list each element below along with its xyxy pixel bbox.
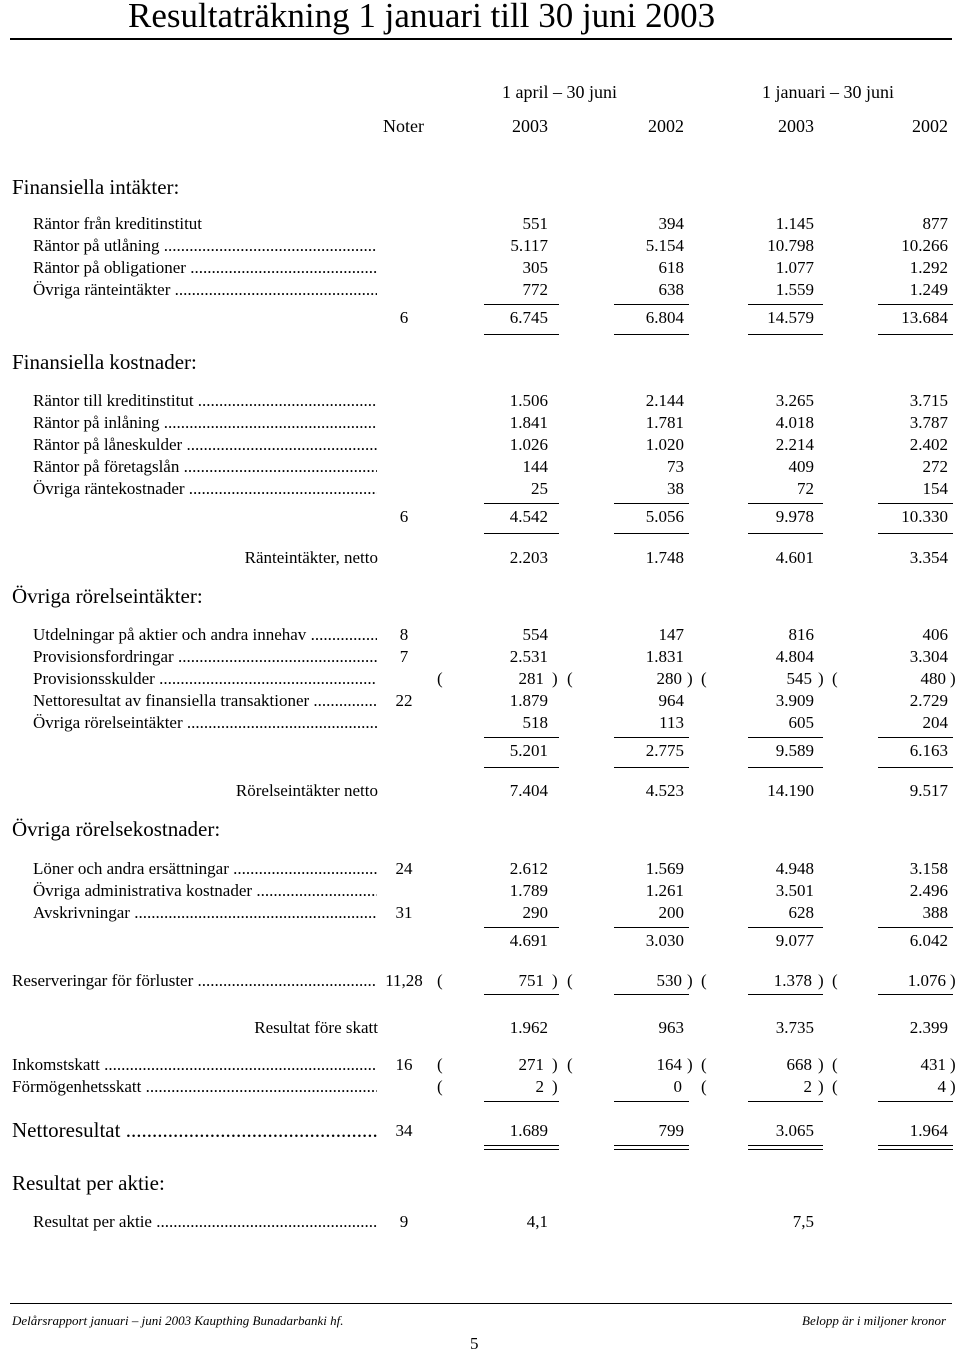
paren-open: ( — [701, 1055, 707, 1074]
paren-open: ( — [701, 669, 707, 688]
value-h1-2002: 2.402 — [909, 435, 948, 454]
value-q2-2002: 618 — [658, 258, 684, 277]
section-resultat-per-aktie: Resultat per aktie: — [12, 1171, 165, 1195]
double-rule — [878, 1149, 953, 1150]
paren-close: ) — [818, 1077, 824, 1096]
table-row — [0, 669, 960, 691]
row-label: Räntor på låneskulder ..... — [33, 435, 377, 455]
value-q2-2003: 7.404 — [509, 781, 548, 800]
note-ref: 9 — [399, 1212, 409, 1231]
value-h1-2002: 13.684 — [901, 308, 948, 327]
table-row — [0, 1077, 960, 1099]
table-row — [0, 435, 960, 457]
value-h1-2002: 877 — [922, 214, 948, 233]
value-h1-2003: 9.978 — [775, 507, 814, 526]
sum-rule — [748, 767, 823, 768]
value-h1-2003: 9.077 — [775, 931, 814, 950]
value-q2-2003: 2.203 — [509, 548, 548, 567]
value-q2-2003: 6.745 — [509, 308, 548, 327]
value-h1-2003: 3.501 — [775, 881, 814, 900]
value-q2-2002: 5.154 — [645, 236, 684, 255]
sum-rule — [878, 767, 953, 768]
table-row — [0, 647, 960, 669]
table-row — [0, 457, 960, 479]
paren-close: ) — [818, 1055, 824, 1074]
row-label: Reserveringar för förluster ..... — [12, 971, 377, 991]
value-h1-2002: 9.517 — [909, 781, 948, 800]
paren-open: ( — [567, 669, 573, 688]
value-q2-2003: 1.841 — [509, 413, 548, 432]
pretax-result-row — [0, 1018, 960, 1040]
value-h1-2002: 1.292 — [909, 258, 948, 277]
value-h1-2002: 388 — [922, 903, 948, 922]
subtotal-row — [0, 507, 960, 529]
note-ref: 11,28 — [385, 971, 423, 990]
value-h1-2003: 1.559 — [775, 280, 814, 299]
row-label: Provisionsfordringar ..... — [33, 647, 377, 667]
sum-rule — [878, 737, 953, 738]
note-ref: 22 — [395, 691, 413, 710]
table-row — [0, 391, 960, 413]
note-ref: 8 — [399, 625, 409, 644]
value-q2-2003: 4,1 — [526, 1212, 548, 1231]
sum-rule — [878, 994, 953, 995]
row-label: Nettoresultat av finansiella transaktioner ..... — [33, 691, 377, 711]
sum-rule — [878, 503, 953, 504]
paren-open: ( — [832, 1077, 838, 1096]
row-label: Räntor på obligationer ..... — [33, 258, 377, 278]
value-h1-2002: 4 — [937, 1077, 946, 1096]
table-row — [0, 280, 960, 302]
sum-rule — [614, 503, 689, 504]
value-q2-2003: 2.612 — [509, 859, 548, 878]
value-q2-2003: 290 — [522, 903, 548, 922]
sum-rule — [748, 737, 823, 738]
value-q2-2003: 5.117 — [510, 236, 548, 255]
paren-close: ) — [950, 1055, 956, 1074]
double-rule — [484, 1149, 559, 1150]
note-ref: 7 — [399, 647, 409, 666]
value-h1-2003: 409 — [788, 457, 814, 476]
value-q2-2002: 1.569 — [645, 859, 684, 878]
sum-rule — [748, 533, 823, 534]
sum-rule — [878, 1101, 953, 1102]
paren-close: ) — [687, 971, 693, 990]
paren-open: ( — [832, 971, 838, 990]
sum-rule — [614, 767, 689, 768]
noter-header: Noter — [383, 116, 424, 136]
value-q2-2002: 799 — [658, 1121, 684, 1140]
value-h1-2003: 72 — [797, 479, 814, 498]
value-q2-2003: 772 — [522, 280, 548, 299]
row-label: Inkomstskatt ..... — [12, 1055, 377, 1075]
table-row — [0, 1212, 960, 1234]
sum-rule — [484, 994, 559, 995]
value-q2-2002: 963 — [658, 1018, 684, 1037]
sum-rule — [484, 304, 559, 305]
table-row — [0, 859, 960, 881]
sum-rule — [484, 533, 559, 534]
row-label: Övriga administrativa kostnader ..... — [33, 881, 377, 901]
value-q2-2003: 1.026 — [509, 435, 548, 454]
double-rule — [484, 1145, 559, 1146]
paren-close: ) — [950, 1077, 956, 1096]
value-h1-2003: 3.735 — [775, 1018, 814, 1037]
value-h1-2003: 7,5 — [792, 1212, 814, 1231]
value-h1-2002: 431 — [920, 1055, 946, 1074]
paren-close: ) — [552, 1055, 558, 1074]
footer-left: Delårsrapport januari – juni 2003 Kaupthing Bunadarbanki hf. — [12, 1313, 344, 1328]
sum-rule — [484, 503, 559, 504]
paren-open: ( — [437, 1055, 443, 1074]
value-h1-2003: 545 — [786, 669, 812, 688]
footer-rule — [10, 1303, 952, 1304]
value-q2-2003: 305 — [522, 258, 548, 277]
value-q2-2002: 2.775 — [645, 741, 684, 760]
sum-rule — [484, 1101, 559, 1102]
net-result-row — [0, 1118, 960, 1143]
value-h1-2002: 480 — [920, 669, 946, 688]
value-h1-2003: 1.077 — [775, 258, 814, 277]
value-h1-2003: 1.378 — [773, 971, 812, 990]
table-row — [0, 971, 960, 993]
value-h1-2002: 3.354 — [909, 548, 948, 567]
value-h1-2003: 2.214 — [775, 435, 814, 454]
page-number: 5 — [470, 1334, 479, 1353]
value-h1-2003: 628 — [788, 903, 814, 922]
sum-rule — [748, 994, 823, 995]
paren-close: ) — [950, 971, 956, 990]
subtotal-row — [0, 931, 960, 953]
value-h1-2002: 2.729 — [909, 691, 948, 710]
paren-close: ) — [687, 669, 693, 688]
value-h1-2002: 1.964 — [909, 1121, 948, 1140]
sum-rule — [748, 503, 823, 504]
value-q2-2002: 113 — [659, 713, 684, 732]
paren-open: ( — [567, 971, 573, 990]
paren-close: ) — [818, 971, 824, 990]
sum-rule — [484, 334, 559, 335]
value-h1-2002: 3.304 — [909, 647, 948, 666]
sum-rule — [748, 304, 823, 305]
row-label: Räntor på företagslån ..... — [33, 457, 377, 477]
value-q2-2003: 751 — [518, 971, 544, 990]
value-h1-2003: 14.190 — [767, 781, 814, 800]
value-h1-2003: 3.265 — [775, 391, 814, 410]
paren-open: ( — [437, 1077, 443, 1096]
value-h1-2002: 10.266 — [901, 236, 948, 255]
value-q2-2003: 1.962 — [509, 1018, 548, 1037]
value-h1-2002: 3.715 — [909, 391, 948, 410]
value-h1-2002: 272 — [922, 457, 948, 476]
paren-open: ( — [437, 669, 443, 688]
value-q2-2003: 281 — [518, 669, 544, 688]
table-row — [0, 713, 960, 735]
value-q2-2002: 0 — [673, 1077, 682, 1096]
double-rule — [748, 1149, 823, 1150]
value-h1-2003: 1.145 — [775, 214, 814, 233]
sum-rule — [614, 533, 689, 534]
table-row — [0, 214, 960, 236]
value-q2-2003: 518 — [522, 713, 548, 732]
paren-open: ( — [437, 971, 443, 990]
value-q2-2003: 2.531 — [509, 647, 548, 666]
double-rule — [614, 1149, 689, 1150]
value-q2-2003: 5.201 — [509, 741, 548, 760]
value-q2-2003: 2 — [535, 1077, 544, 1096]
sum-rule — [878, 533, 953, 534]
value-h1-2003: 3.909 — [775, 691, 814, 710]
subtotal-row — [0, 741, 960, 763]
table-row — [0, 479, 960, 501]
note-ref: 34 — [395, 1121, 413, 1140]
table-row — [0, 625, 960, 647]
value-h1-2003: 668 — [786, 1055, 812, 1074]
value-q2-2002: 164 — [656, 1055, 682, 1074]
table-row — [0, 236, 960, 258]
note-ref: 31 — [395, 903, 413, 922]
value-q2-2002: 964 — [658, 691, 684, 710]
row-label: Övriga ränteintäkter ..... — [33, 280, 377, 300]
sum-rule — [878, 304, 953, 305]
sum-rule — [878, 927, 953, 928]
paren-close: ) — [552, 1077, 558, 1096]
value-h1-2003: 4.601 — [775, 548, 814, 567]
value-q2-2002: 38 — [667, 479, 684, 498]
row-label: Förmögenhetsskatt ..... — [12, 1077, 377, 1097]
double-rule — [748, 1145, 823, 1146]
value-q2-2003: 271 — [518, 1055, 544, 1074]
net-interest-row — [0, 548, 960, 570]
value-q2-2002: 73 — [667, 457, 684, 476]
year-header: 2003 — [778, 116, 814, 136]
paren-open: ( — [832, 1055, 838, 1074]
row-label: Räntor till kreditinstitut ..... — [33, 391, 377, 411]
value-h1-2002: 6.042 — [909, 931, 948, 950]
row-label: Övriga rörelseintäkter ..... — [33, 713, 377, 733]
sum-rule — [614, 994, 689, 995]
value-q2-2002: 1.781 — [645, 413, 684, 432]
value-h1-2002: 2.496 — [909, 881, 948, 900]
paren-open: ( — [567, 1055, 573, 1074]
value-q2-2003: 4.542 — [509, 507, 548, 526]
value-q2-2002: 394 — [658, 214, 684, 233]
value-q2-2002: 1.748 — [645, 548, 684, 567]
paren-close: ) — [552, 971, 558, 990]
row-label: Räntor på utlåning ..... — [33, 236, 377, 256]
period-q2-header: 1 april – 30 juni — [502, 82, 617, 102]
title-rule — [10, 38, 952, 40]
subtotal-row — [0, 308, 960, 330]
value-h1-2003: 14.579 — [767, 308, 814, 327]
value-h1-2002: 1.249 — [909, 280, 948, 299]
value-h1-2002: 1.076 — [907, 971, 946, 990]
value-q2-2003: 1.789 — [509, 881, 548, 900]
row-label: Rörelseintäkter netto — [235, 781, 378, 800]
value-h1-2003: 816 — [788, 625, 814, 644]
value-q2-2002: 1.020 — [645, 435, 684, 454]
value-h1-2002: 3.158 — [909, 859, 948, 878]
footer-right: Belopp är i miljoner kronor — [802, 1313, 946, 1328]
value-h1-2003: 4.804 — [775, 647, 814, 666]
paren-open: ( — [832, 669, 838, 688]
year-header: 2002 — [648, 116, 684, 136]
value-h1-2003: 10.798 — [767, 236, 814, 255]
table-row — [0, 881, 960, 903]
value-h1-2003: 3.065 — [775, 1121, 814, 1140]
value-q2-2002: 530 — [656, 971, 682, 990]
sum-rule — [484, 767, 559, 768]
value-q2-2002: 147 — [658, 625, 684, 644]
row-label: Utdelningar på aktier och andra innehav ..... — [33, 625, 377, 645]
net-operating-income-row — [0, 781, 960, 803]
section-ovriga-rorelsekostnader: Övriga rörelsekostnader: — [12, 817, 221, 841]
section-ovriga-rorelseintakter: Övriga rörelseintäkter: — [12, 584, 203, 608]
section-finansiella-kostnader: Finansiella kostnader: — [12, 350, 197, 374]
value-h1-2002: 406 — [922, 625, 948, 644]
note-ref: 16 — [395, 1055, 413, 1074]
paren-close: ) — [950, 669, 956, 688]
row-label: Övriga räntekostnader ..... — [33, 479, 377, 499]
value-q2-2002: 1.261 — [645, 881, 684, 900]
value-q2-2002: 200 — [658, 903, 684, 922]
value-h1-2002: 204 — [922, 713, 948, 732]
sum-rule — [748, 927, 823, 928]
row-label: Räntor från kreditinstitut — [33, 214, 203, 233]
value-q2-2003: 551 — [522, 214, 548, 233]
value-q2-2003: 25 — [531, 479, 548, 498]
row-label: Ränteintäkter, netto — [244, 548, 378, 567]
value-h1-2002: 2.399 — [909, 1018, 948, 1037]
row-label: Resultat före skatt — [254, 1018, 378, 1037]
value-q2-2002: 638 — [658, 280, 684, 299]
sum-rule — [614, 1101, 689, 1102]
value-h1-2002: 154 — [922, 479, 948, 498]
page-title: Resultaträkning 1 januari till 30 juni 2003 — [128, 0, 716, 35]
paren-close: ) — [818, 669, 824, 688]
value-q2-2002: 2.144 — [645, 391, 684, 410]
row-label: Löner och andra ersättningar ..... — [33, 859, 377, 879]
note-ref: 6 — [399, 507, 409, 526]
value-q2-2002: 5.056 — [645, 507, 684, 526]
paren-close: ) — [687, 1055, 693, 1074]
value-q2-2002: 280 — [656, 669, 682, 688]
value-h1-2002: 3.787 — [909, 413, 948, 432]
year-header: 2003 — [512, 116, 548, 136]
table-row — [0, 1055, 960, 1077]
value-q2-2002: 6.804 — [645, 308, 684, 327]
row-label: Provisionsskulder ..... — [33, 669, 377, 689]
value-h1-2003: 4.018 — [775, 413, 814, 432]
value-h1-2003: 4.948 — [775, 859, 814, 878]
row-label: Resultat per aktie ..... — [33, 1212, 377, 1232]
paren-open: ( — [701, 1077, 707, 1096]
year-header: 2002 — [912, 116, 948, 136]
sum-rule — [484, 927, 559, 928]
value-q2-2003: 4.691 — [509, 931, 548, 950]
sum-rule — [878, 334, 953, 335]
sum-rule — [614, 334, 689, 335]
value-h1-2002: 6.163 — [909, 741, 948, 760]
paren-close: ) — [552, 669, 558, 688]
note-ref: 6 — [399, 308, 409, 327]
paren-open: ( — [701, 971, 707, 990]
sum-rule — [614, 737, 689, 738]
double-rule — [878, 1145, 953, 1146]
value-q2-2003: 1.879 — [509, 691, 548, 710]
value-q2-2003: 1.506 — [509, 391, 548, 410]
double-rule — [614, 1145, 689, 1146]
table-row — [0, 903, 960, 925]
row-label: Nettoresultat ..... — [12, 1118, 377, 1143]
sum-rule — [614, 927, 689, 928]
table-row — [0, 413, 960, 435]
table-row — [0, 258, 960, 280]
value-h1-2003: 605 — [788, 713, 814, 732]
value-h1-2003: 9.589 — [775, 741, 814, 760]
value-q2-2002: 1.831 — [645, 647, 684, 666]
note-ref: 24 — [395, 859, 413, 878]
value-q2-2003: 144 — [522, 457, 548, 476]
row-label: Avskrivningar ..... — [33, 903, 377, 923]
value-q2-2003: 1.689 — [509, 1121, 548, 1140]
value-q2-2002: 4.523 — [645, 781, 684, 800]
value-q2-2003: 554 — [522, 625, 548, 644]
sum-rule — [748, 334, 823, 335]
value-h1-2002: 10.330 — [901, 507, 948, 526]
sum-rule — [614, 304, 689, 305]
sum-rule — [484, 737, 559, 738]
value-h1-2003: 2 — [803, 1077, 812, 1096]
row-label: Räntor på inlåning ..... — [33, 413, 377, 433]
sum-rule — [748, 1101, 823, 1102]
value-q2-2002: 3.030 — [645, 931, 684, 950]
table-row — [0, 691, 960, 713]
period-h1-header: 1 januari – 30 juni — [762, 82, 894, 102]
section-finansiella-intakter: Finansiella intäkter: — [12, 175, 180, 199]
